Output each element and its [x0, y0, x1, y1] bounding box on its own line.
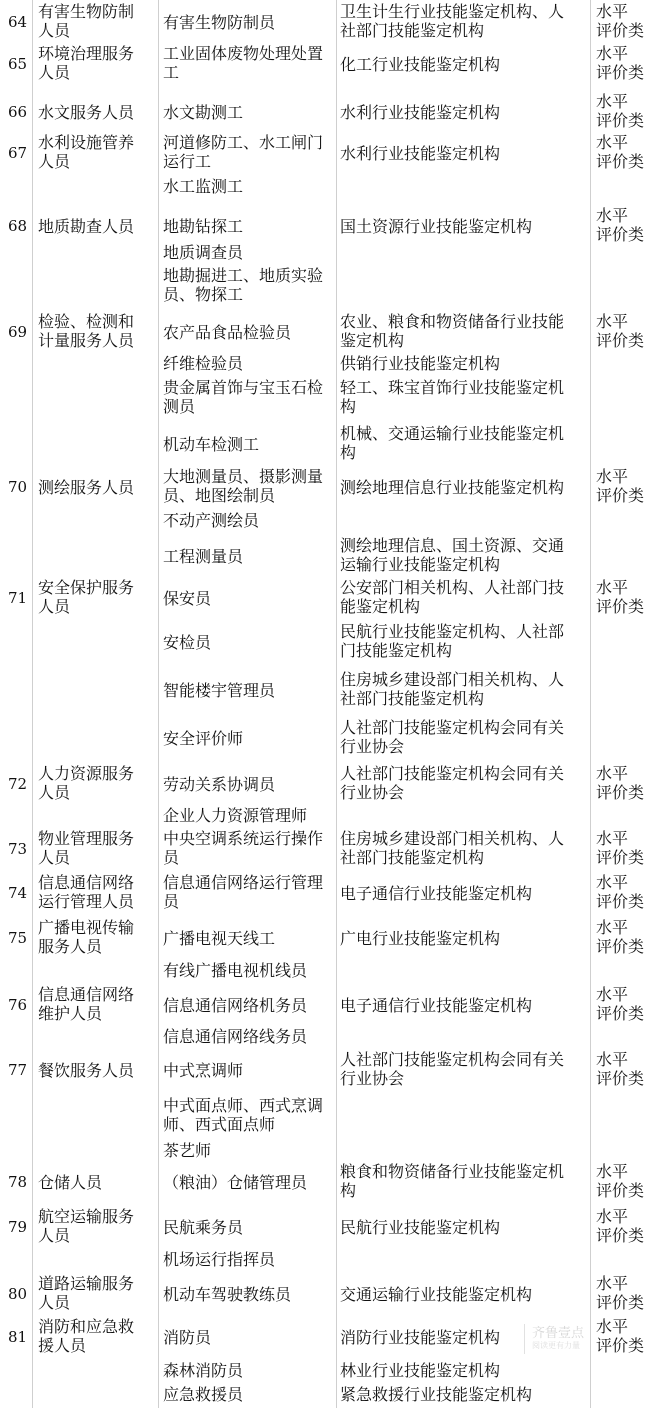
row-number: 74	[8, 884, 28, 902]
row-number: 64	[8, 13, 28, 31]
agency-cell: 人社部门技能鉴定机构会同有关 行业协会	[340, 764, 565, 802]
category-cell: 有害生物防制 人员	[38, 2, 135, 40]
row-number: 67	[8, 144, 28, 162]
agency-cell: 国土资源行业技能鉴定机构	[340, 217, 533, 236]
column-divider	[158, 0, 159, 1408]
category-cell: 检验、检测和 计量服务人员	[38, 312, 135, 350]
agency-cell: 广电行业技能鉴定机构	[340, 929, 501, 948]
occupation-cell: 大地测量员、摄影测量 员、地图绘制员	[163, 467, 324, 505]
occupation-cell: 广播电视天线工	[163, 929, 276, 948]
category-cell: 人力资源服务 人员	[38, 764, 135, 802]
evaluation-type-cell: 水平 评价类	[596, 92, 645, 130]
occupation-cell: 水工监测工	[163, 177, 244, 196]
agency-cell: 民航行业技能鉴定机构、人社部 门技能鉴定机构	[340, 622, 565, 660]
row-number: 75	[8, 929, 28, 947]
occupation-cell: 有害生物防制员	[163, 13, 276, 32]
occupation-cell: 民航乘务员	[163, 1218, 244, 1237]
agency-cell: 测绘地理信息、国土资源、交通 运输行业技能鉴定机构	[340, 536, 565, 574]
evaluation-type-cell: 水平 评价类	[596, 2, 645, 40]
evaluation-type-cell: 水平 评价类	[596, 1317, 645, 1355]
occupation-cell: （粮油）仓储管理员	[163, 1173, 308, 1192]
agency-cell: 公安部门相关机构、人社部门技 能鉴定机构	[340, 578, 565, 616]
occupation-cell: 信息通信网络机务员	[163, 996, 308, 1015]
occupation-cell: 信息通信网络线务员	[163, 1027, 308, 1046]
category-cell: 信息通信网络 维护人员	[38, 985, 135, 1023]
category-cell: 地质勘查人员	[38, 217, 135, 236]
agency-cell: 测绘地理信息行业技能鉴定机构	[340, 478, 565, 497]
row-number: 70	[8, 478, 28, 496]
agency-cell: 水利行业技能鉴定机构	[340, 144, 501, 163]
occupation-cell: 消防员	[163, 1328, 212, 1347]
watermark-text: 齐鲁壹点	[532, 1326, 585, 1341]
agency-cell: 农业、粮食和物资储备行业技能 鉴定机构	[340, 312, 565, 350]
category-cell: 测绘服务人员	[38, 478, 135, 497]
row-number: 80	[8, 1285, 28, 1303]
evaluation-type-cell: 水平 评价类	[596, 985, 645, 1023]
agency-cell: 紧急救援行业技能鉴定机构	[340, 1385, 533, 1404]
occupation-cell: 河道修防工、水工闸门 运行工	[163, 133, 324, 171]
occupation-cell: 有线广播电视机线员	[163, 961, 308, 980]
evaluation-type-cell: 水平 评价类	[596, 133, 645, 171]
occupation-cell: 森林消防员	[163, 1361, 244, 1380]
occupation-cell: 水文勘测工	[163, 103, 244, 122]
agency-cell: 住房城乡建设部门相关机构、人 社部门技能鉴定机构	[340, 829, 565, 867]
occupation-cell: 中式烹调师	[163, 1061, 244, 1080]
occupation-cell: 中式面点师、西式烹调 师、西式面点师	[163, 1096, 324, 1134]
evaluation-type-cell: 水平 评价类	[596, 764, 645, 802]
category-cell: 仓储人员	[38, 1173, 103, 1192]
evaluation-type-cell: 水平 评价类	[596, 578, 645, 616]
agency-cell: 消防行业技能鉴定机构	[340, 1328, 501, 1347]
evaluation-type-cell: 水平 评价类	[596, 918, 645, 956]
occupation-cell: 纤维检验员	[163, 354, 244, 373]
agency-cell: 民航行业技能鉴定机构	[340, 1218, 501, 1237]
agency-cell: 电子通信行业技能鉴定机构	[340, 996, 533, 1015]
agency-cell: 供销行业技能鉴定机构	[340, 354, 501, 373]
occupation-cell: 地质调查员	[163, 243, 244, 262]
occupation-cell: 农产品食品检验员	[163, 323, 292, 342]
occupation-cell: 安检员	[163, 633, 212, 652]
row-number: 66	[8, 103, 28, 121]
occupation-cell: 工程测量员	[163, 547, 244, 566]
agency-cell: 化工行业技能鉴定机构	[340, 55, 501, 74]
agency-cell: 轻工、珠宝首饰行业技能鉴定机 构	[340, 378, 565, 416]
occupation-cell: 劳动关系协调员	[163, 775, 276, 794]
evaluation-type-cell: 水平 评价类	[596, 1274, 645, 1312]
evaluation-type-cell: 水平 评价类	[596, 1207, 645, 1245]
agency-cell: 水利行业技能鉴定机构	[340, 103, 501, 122]
agency-cell: 粮食和物资储备行业技能鉴定机 构	[340, 1162, 565, 1200]
row-number: 76	[8, 996, 28, 1014]
occupation-cell: 机动车驾驶教练员	[163, 1285, 292, 1304]
occupation-cell: 不动产测绘员	[163, 511, 260, 530]
agency-cell: 林业行业技能鉴定机构	[340, 1361, 501, 1380]
watermark-subtitle: 阅读更有力量	[532, 1341, 580, 1350]
row-number: 71	[8, 589, 28, 607]
evaluation-type-cell: 水平 评价类	[596, 467, 645, 505]
occupation-cell: 保安员	[163, 589, 212, 608]
row-number: 77	[8, 1061, 28, 1079]
evaluation-type-cell: 水平 评价类	[596, 873, 645, 911]
agency-cell: 人社部门技能鉴定机构会同有关 行业协会	[340, 1050, 565, 1088]
column-divider	[336, 0, 337, 1408]
agency-cell: 卫生计生行业技能鉴定机构、人 社部门技能鉴定机构	[340, 2, 565, 40]
category-cell: 广播电视传输 服务人员	[38, 918, 135, 956]
occupation-cell: 地勘钻探工	[163, 217, 244, 236]
occupation-cell: 信息通信网络运行管理 员	[163, 873, 324, 911]
evaluation-type-cell: 水平 评价类	[596, 1050, 645, 1088]
category-cell: 物业管理服务 人员	[38, 829, 135, 867]
row-number: 73	[8, 840, 28, 858]
column-divider	[32, 0, 33, 1408]
row-number: 79	[8, 1218, 28, 1236]
category-cell: 信息通信网络 运行管理人员	[38, 873, 135, 911]
agency-cell: 住房城乡建设部门相关机构、人 社部门技能鉴定机构	[340, 670, 565, 708]
occupation-cell: 安全评价师	[163, 729, 244, 748]
evaluation-type-cell: 水平 评价类	[596, 312, 645, 350]
row-number: 81	[8, 1328, 28, 1346]
category-cell: 道路运输服务 人员	[38, 1274, 135, 1312]
occupation-cell: 应急救援员	[163, 1385, 244, 1404]
occupation-cell: 企业人力资源管理师	[163, 806, 308, 825]
row-number: 72	[8, 775, 28, 793]
category-cell: 安全保护服务 人员	[38, 578, 135, 616]
category-cell: 餐饮服务人员	[38, 1061, 135, 1080]
category-cell: 航空运输服务 人员	[38, 1207, 135, 1245]
occupation-cell: 地勘掘进工、地质实验 员、物探工	[163, 266, 324, 304]
evaluation-type-cell: 水平 评价类	[596, 1162, 645, 1200]
occupation-cell: 工业固体废物处理处置 工	[163, 44, 324, 82]
row-number: 68	[8, 217, 28, 235]
occupation-cell: 机动车检测工	[163, 435, 260, 454]
occupation-cell: 中央空调系统运行操作 员	[163, 829, 324, 867]
occupation-cell: 机场运行指挥员	[163, 1250, 276, 1269]
agency-cell: 机械、交通运输行业技能鉴定机 构	[340, 424, 565, 462]
agency-cell: 电子通信行业技能鉴定机构	[340, 884, 533, 903]
occupation-cell: 茶艺师	[163, 1141, 212, 1160]
category-cell: 水文服务人员	[38, 103, 135, 122]
category-cell: 水利设施管养 人员	[38, 133, 135, 171]
agency-cell: 交通运输行业技能鉴定机构	[340, 1285, 533, 1304]
category-cell: 环境治理服务 人员	[38, 44, 135, 82]
evaluation-type-cell: 水平 评价类	[596, 829, 645, 867]
agency-cell: 人社部门技能鉴定机构会同有关 行业协会	[340, 718, 565, 756]
category-cell: 消防和应急救 援人员	[38, 1317, 135, 1355]
occupation-cell: 贵金属首饰与宝玉石检 测员	[163, 378, 324, 416]
evaluation-type-cell: 水平 评价类	[596, 206, 645, 244]
row-number: 69	[8, 323, 28, 341]
row-number: 65	[8, 55, 28, 73]
column-divider	[590, 0, 591, 1408]
occupation-cell: 智能楼宇管理员	[163, 681, 276, 700]
evaluation-type-cell: 水平 评价类	[596, 44, 645, 82]
row-number: 78	[8, 1173, 28, 1191]
